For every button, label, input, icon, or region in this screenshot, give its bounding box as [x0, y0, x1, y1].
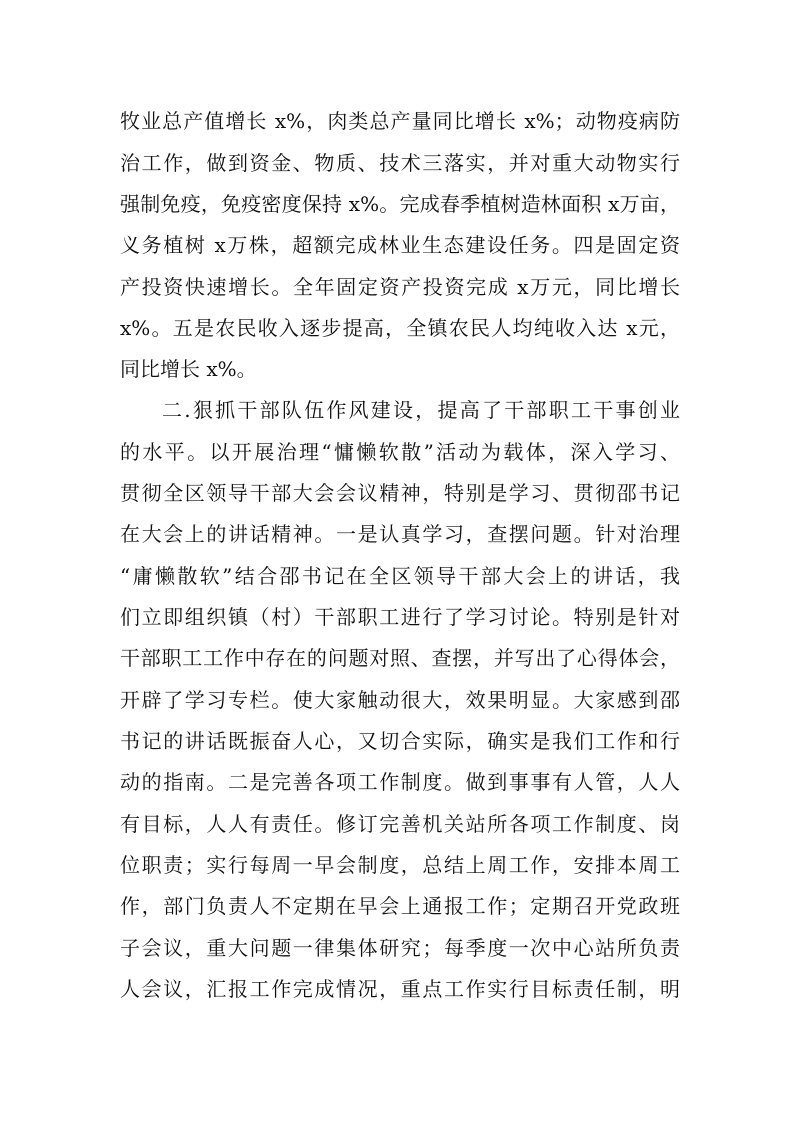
text-line-10: 贯彻全区领导干部大会会议精神，特别是学习、贯彻邵书记: [120, 481, 680, 505]
text-line-22: 人会议，汇报工作完成情况，重点工作实行目标责任制，明: [120, 977, 680, 1001]
text-line-7: 同比增长 x%。: [120, 357, 257, 381]
text-line-3: 强制免疫，免疫密度保持 x%。完成春季植树造林面积 x万亩，: [120, 192, 680, 216]
text-line-20: 作，部门负责人不定期在早会上通报工作；定期召开党政班: [120, 894, 680, 918]
text-line-9: 的水平。以开展治理“慵懒软散”活动为载体，深入学习、: [120, 440, 680, 464]
text-line-18: 有目标，人人有责任。修订完善机关站所各项工作制度、岗: [120, 812, 680, 836]
text-line-2: 治工作，做到资金、物质、技术三落实，并对重大动物实行: [120, 151, 680, 175]
text-line-16: 书记的讲话既振奋人心，又切合实际，确实是我们工作和行: [120, 729, 680, 753]
text-line-1: 牧业总产值增长 x%，肉类总产量同比增长 x%；动物疫病防: [120, 109, 680, 133]
text-line-19: 位职责；实行每周一早会制度，总结上周工作，安排本周工: [120, 853, 680, 877]
text-line-15: 开辟了学习专栏。使大家触动很大，效果明显。大家感到邵: [120, 688, 680, 712]
text-line-14: 干部职工工作中存在的问题对照、查摆，并写出了心得体会，: [120, 646, 680, 670]
section-heading-line: 二.狠抓干部队伍作风建设，提高了干部职工干事创业: [162, 398, 680, 422]
text-line-11: 在大会上的讲话精神。一是认真学习，查摆问题。针对治理: [120, 522, 680, 546]
text-line-13: 们立即组织镇（村）干部职工进行了学习讨论。特别是针对: [120, 605, 680, 629]
text-line-5: 产投资快速增长。全年固定资产投资完成 x万元，同比增长: [120, 275, 680, 299]
text-line-21: 子会议，重大问题一律集体研究；每季度一次中心站所负责: [120, 936, 680, 960]
text-line-12: “庸懒散软”结合邵书记在全区领导干部大会上的讲话，我: [120, 564, 680, 588]
text-line-17: 动的指南。二是完善各项工作制度。做到事事有人管，人人: [120, 770, 680, 794]
text-line-4: 义务植树 x万株，超额完成林业生态建设任务。四是固定资: [120, 233, 680, 257]
text-line-6: x%。五是农民收入逐步提高，全镇农民人均纯收入达 x元，: [120, 316, 680, 340]
